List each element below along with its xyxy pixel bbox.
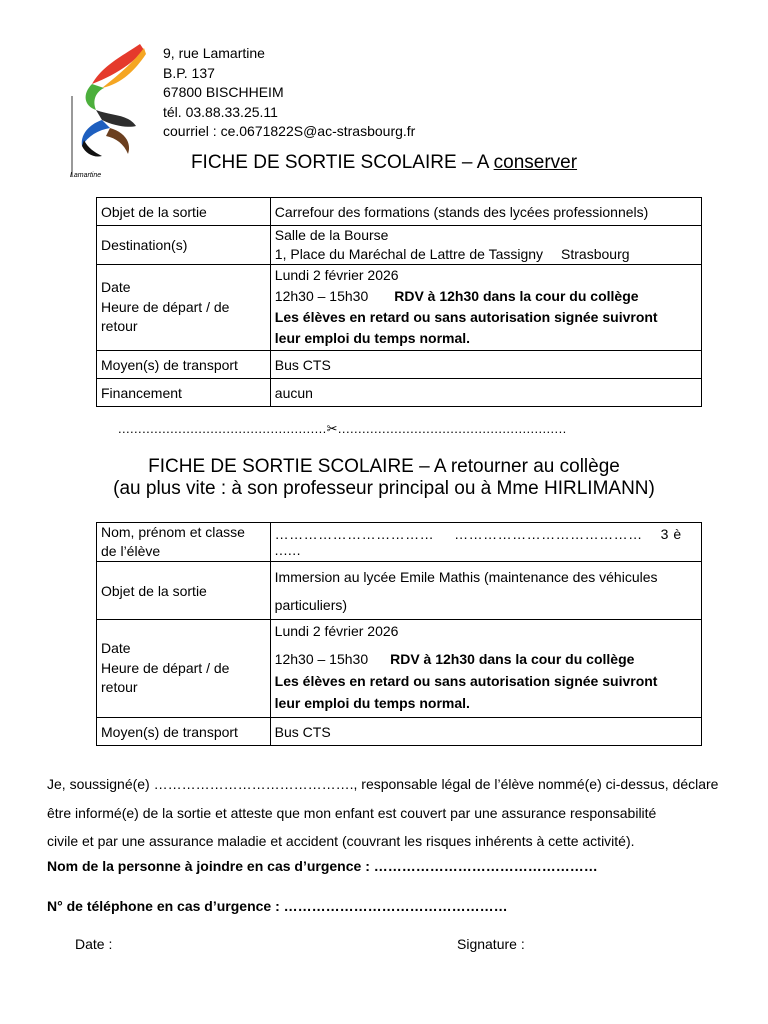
- school-address: [163, 44, 415, 142]
- rdv-text: RDV à 12h30 dans la cour du collège: [390, 651, 635, 667]
- class-field: 3 è ......: [274, 526, 682, 558]
- logo-caption: Lamartine: [70, 172, 102, 179]
- destination-city: Strasbourg: [561, 246, 630, 262]
- transport-value: Bus CTS: [270, 351, 701, 379]
- rdv-text: RDV à 12h30 dans la cour du collège: [394, 288, 639, 304]
- address-line: 9, rue Lamartine: [163, 45, 265, 61]
- table-row: [97, 226, 702, 265]
- objet-value: [270, 562, 701, 620]
- name-dots: ……………………………: [274, 526, 435, 542]
- objet-line: Immersion au lycée Emile Mathis (maintenance des véhicules: [274, 568, 658, 585]
- destination-line1: Salle de la Bourse: [274, 227, 389, 243]
- form2-subtitle: (au plus vite : à son professeur principal ou à Mme HIRLIMANN): [113, 478, 655, 499]
- transport-label: Moyen(s) de transport: [97, 351, 271, 379]
- warning-text: Les élèves en retard ou sans autorisation signée suivront: [274, 309, 658, 325]
- date-label-line: Heure de départ / de: [101, 298, 230, 315]
- date-label-line: Date: [101, 640, 131, 657]
- form2-title: FICHE DE SORTIE SCOLAIRE – A retourner au collège: [148, 456, 620, 477]
- time-text: 12h30 – 15h30: [274, 288, 369, 304]
- date-label-line: Heure de départ / de: [101, 659, 230, 676]
- table-row: [97, 620, 702, 718]
- form2-title-block: [0, 456, 768, 500]
- form1-title-prefix: FICHE DE SORTIE SCOLAIRE – A: [190, 152, 494, 173]
- finance-value: aucun: [270, 379, 701, 407]
- date-value: [270, 265, 701, 351]
- table-row: [97, 265, 702, 351]
- student-name-label: [97, 523, 271, 562]
- table-row: [97, 198, 702, 226]
- table-row: [97, 351, 702, 379]
- declaration-text: [47, 770, 727, 856]
- signature-field[interactable]: Signature :: [457, 936, 525, 952]
- date-label: [97, 620, 271, 718]
- finance-label: Financement: [97, 379, 271, 407]
- destination-line2: [275, 245, 697, 264]
- date-field[interactable]: Date :: [75, 936, 113, 952]
- form2-table: [96, 522, 702, 746]
- firstname-dots: …………………………………: [454, 526, 643, 542]
- student-name-label-line: Nom, prénom et classe: [101, 524, 245, 540]
- date-text: Lundi 2 février 2026: [274, 267, 399, 283]
- form1-title: [0, 152, 768, 174]
- destination-label: Destination(s): [97, 226, 271, 265]
- declaration-line: civile et par une assurance maladie et accident (couvrant les risques inhérents à cette activité).: [47, 833, 635, 849]
- objet-value: Carrefour des formations (stands des lycées professionnels): [270, 198, 701, 226]
- warning-text: leur emploi du temps normal.: [274, 695, 470, 711]
- date-label-line: Date: [101, 279, 131, 296]
- objet-label: Objet de la sortie: [97, 198, 271, 226]
- date-label: [97, 265, 271, 351]
- warning-text: Les élèves en retard ou sans autorisation signée suivront: [274, 673, 658, 689]
- address-email: courriel : ce.0671822S@ac-strasbourg.fr: [163, 123, 416, 139]
- transport-value: Bus CTS: [270, 718, 701, 746]
- table-row: [97, 562, 702, 620]
- emergency-phone-field[interactable]: N° de téléphone en cas d’urgence : …………………………………………: [47, 898, 508, 914]
- date-label-line: retour: [101, 679, 138, 696]
- form1-table: [96, 197, 702, 407]
- date-label-line: retour: [101, 318, 138, 335]
- time-line: [275, 286, 697, 307]
- destination-value: [270, 226, 701, 265]
- table-row: [97, 523, 702, 562]
- form1-title-underlined: conserver: [493, 152, 578, 173]
- warning-text: leur emploi du temps normal.: [274, 330, 471, 346]
- student-name-label-line: de l’élève: [101, 543, 161, 559]
- scissors-icon: ✂: [326, 421, 338, 436]
- declaration-line: Je, soussigné(e) ……………………………………., responsable légal de l’élève nommé(e) ci-dessus, déclare: [47, 776, 719, 792]
- address-line: B.P. 137: [163, 64, 215, 81]
- cut-dots-right: .........................................................: [337, 421, 567, 436]
- transport-label: Moyen(s) de transport: [97, 718, 271, 746]
- objet-label: Objet de la sortie: [97, 562, 271, 620]
- declaration-line: être informé(e) de la sortie et atteste que mon enfant est couvert par une assurance responsabilité: [47, 804, 657, 821]
- emergency-contact-field[interactable]: Nom de la personne à joindre en cas d’urgence : …………………………………………: [47, 858, 598, 874]
- destination-street: 1, Place du Maréchal de Lattre de Tassigny: [274, 246, 544, 262]
- time-line: [275, 648, 697, 670]
- date-value: [270, 620, 701, 718]
- objet-line: particuliers): [274, 596, 348, 613]
- table-row: [97, 379, 702, 407]
- address-line: 67800 BISCHHEIM: [163, 84, 284, 100]
- date-text: Lundi 2 février 2026: [274, 623, 399, 639]
- table-row: [97, 718, 702, 746]
- time-text: 12h30 – 15h30: [274, 651, 369, 667]
- student-name-field[interactable]: [270, 523, 701, 562]
- cut-line: [118, 421, 678, 441]
- address-line: tél. 03.88.33.25.11: [163, 103, 278, 120]
- cut-dots-left: ....................................................: [118, 421, 327, 436]
